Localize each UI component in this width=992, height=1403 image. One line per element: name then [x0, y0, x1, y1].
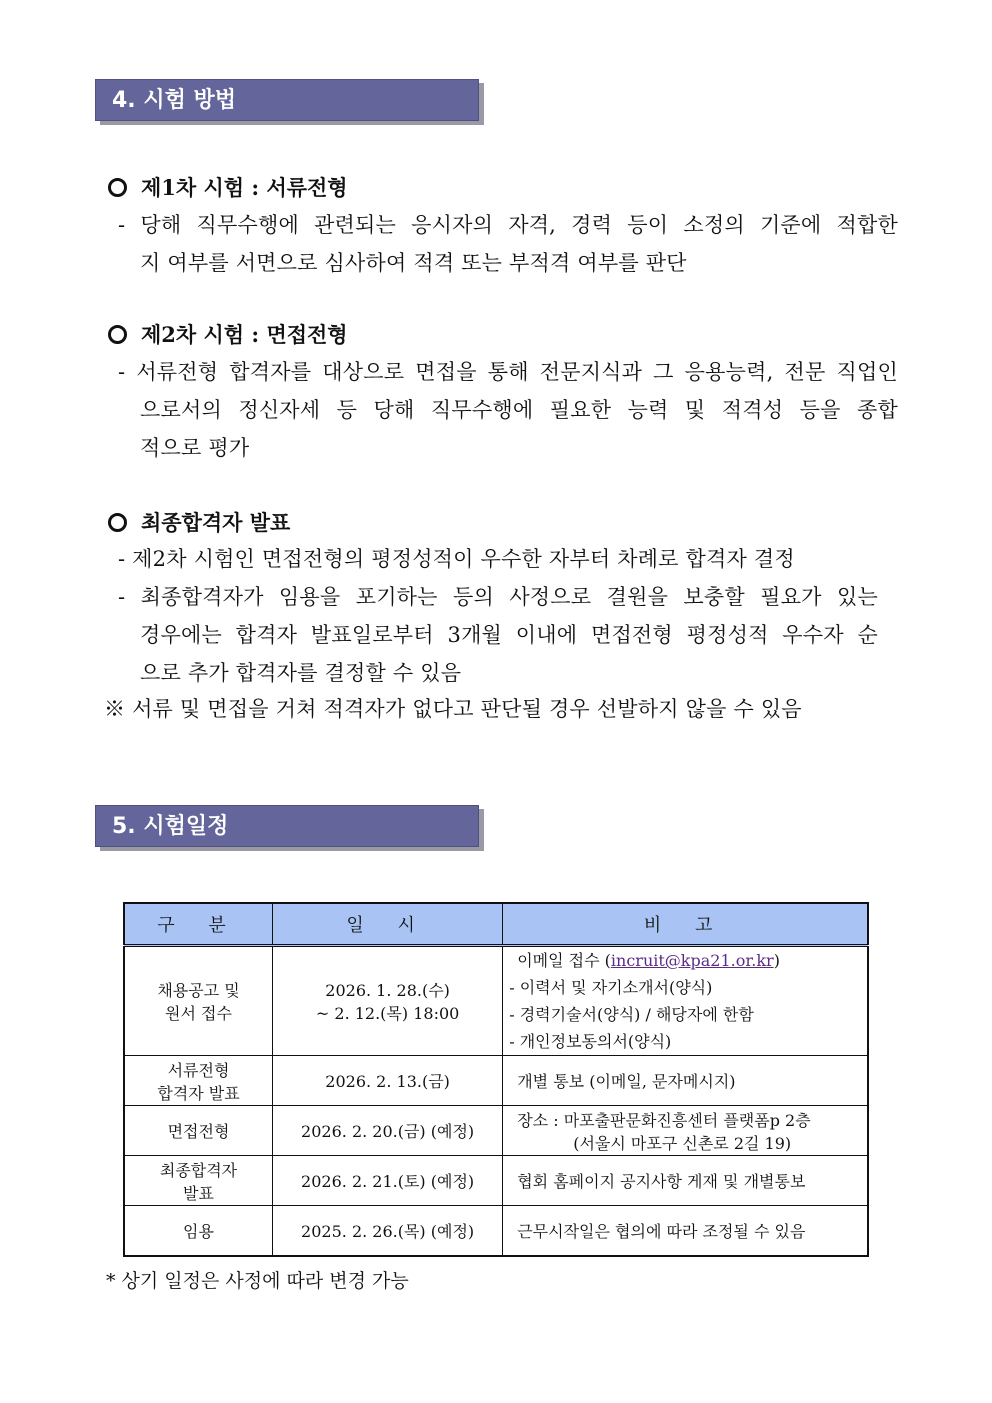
- category-cell: 임용: [124, 1206, 273, 1256]
- column-header: 일 시: [273, 903, 503, 946]
- table-row: [124, 1106, 868, 1156]
- date-cell: 2025. 2. 26.(목) (예정): [273, 1206, 503, 1256]
- text-line: 적으로 평가: [140, 436, 250, 460]
- circle-bullet-icon: [108, 513, 127, 532]
- email-line: [509, 947, 867, 974]
- cell-text: 서류전형: [167, 1060, 230, 1080]
- category-cell: [124, 1156, 273, 1206]
- table-row: [124, 1206, 868, 1256]
- heading-second-exam-label: 제2차 시험 : 면접전형: [141, 322, 348, 347]
- text-line: - 서류전형 합격자를 대상으로 면접을 통해 전문지식과 그 응용능력, 전문 직업인: [118, 360, 898, 384]
- schedule-table: [123, 902, 869, 1257]
- date-cell: 2026. 2. 13.(금): [273, 1056, 503, 1106]
- heading-final-label: 최종합격자 발표: [141, 510, 291, 535]
- table-row: [124, 1156, 868, 1206]
- date-cell: [273, 946, 503, 1056]
- note-cell: 개별 통보 (이메일, 문자메시지): [503, 1056, 868, 1106]
- table-row: [124, 1056, 868, 1106]
- cell-text: ): [773, 951, 780, 970]
- heading-second-exam: [108, 319, 348, 349]
- note-cell: [503, 946, 868, 1056]
- section-4-title: 4. 시험 방법: [95, 79, 479, 121]
- circle-bullet-icon: [108, 178, 127, 197]
- table-row: [124, 946, 868, 1056]
- text-line: 경우에는 합격자 발표일로부터 3개월 이내에 면접전형 평정성적 우수자 순: [140, 623, 878, 647]
- text-line: 지 여부를 서면으로 심사하여 적격 또는 부적격 여부를 판단: [140, 251, 687, 275]
- note-cell: 근무시작일은 협의에 따라 조정될 수 있음: [503, 1206, 868, 1256]
- section-5-title: 5. 시험일정: [95, 805, 479, 847]
- text-line: - 제2차 시험인 면접전형의 평정성적이 우수한 자부터 차례로 합격자 결정: [118, 547, 795, 571]
- cell-text: - 경력기술서(양식) / 해당자에 한함: [509, 1005, 754, 1024]
- category-cell: [124, 1056, 273, 1106]
- date-cell: 2026. 2. 20.(금) (예정): [273, 1106, 503, 1156]
- cell-text: 최종합격자: [159, 1160, 238, 1180]
- heading-first-exam-label: 제1차 시험 : 서류전형: [141, 175, 348, 200]
- cell-text: - 개인정보동의서(양식): [509, 1032, 672, 1051]
- second-exam-description: [118, 353, 898, 467]
- cell-text: - 이력서 및 자기소개서(양식): [509, 978, 713, 997]
- cell-text: (서울시 마포구 신촌로 2길 19): [573, 1133, 792, 1153]
- column-header: 비 고: [503, 903, 868, 946]
- column-header: 구 분: [124, 903, 273, 946]
- cell-text: 이메일 접수 (: [517, 951, 611, 970]
- circle-bullet-icon: [108, 325, 127, 344]
- cell-text: 채용공고 및: [157, 981, 240, 1000]
- email-link[interactable]: incruit@kpa21.or.kr: [610, 951, 774, 970]
- heading-final-announcement: [108, 507, 290, 537]
- cell-text: ~ 2. 12.(목) 18:00: [315, 1004, 460, 1023]
- table-header-row: [124, 903, 868, 946]
- heading-first-exam: [108, 172, 348, 202]
- text-line: - 최종합격자가 임용을 포기하는 등의 사정으로 결원을 보충할 필요가 있는: [118, 585, 878, 609]
- final-announcement-description: [118, 540, 878, 692]
- text-line: 으로서의 정신자세 등 당해 직무수행에 필요한 능력 및 적격성 등을 종합: [140, 398, 898, 422]
- category-cell: [124, 946, 273, 1056]
- date-cell: 2026. 2. 21.(토) (예정): [273, 1156, 503, 1206]
- note-cell: [503, 1106, 868, 1156]
- note-cell: 협회 홈페이지 공지사항 게재 및 개별통보: [503, 1156, 868, 1206]
- selection-note: ※ 서류 및 면접을 거쳐 적격자가 없다고 판단될 경우 선발하지 않을 수 있음: [104, 697, 802, 721]
- text-line: - 당해 직무수행에 관련되는 응시자의 자격, 경력 등이 소정의 기준에 적합한: [118, 213, 898, 237]
- cell-text: 2026. 1. 28.(수): [325, 981, 450, 1000]
- cell-text: 합격자 발표: [157, 1083, 240, 1103]
- schedule-footnote: * 상기 일정은 사정에 따라 변경 가능: [106, 1270, 409, 1292]
- category-cell: 면접전형: [124, 1106, 273, 1156]
- cell-text: 장소 : 마포출판문화진흥센터 플랫폼p 2층: [517, 1110, 811, 1130]
- first-exam-description: [118, 206, 898, 282]
- text-line: 으로 추가 합격자를 결정할 수 있음: [140, 661, 462, 685]
- cell-text: 원서 접수: [165, 1004, 232, 1023]
- cell-text: 발표: [183, 1183, 214, 1203]
